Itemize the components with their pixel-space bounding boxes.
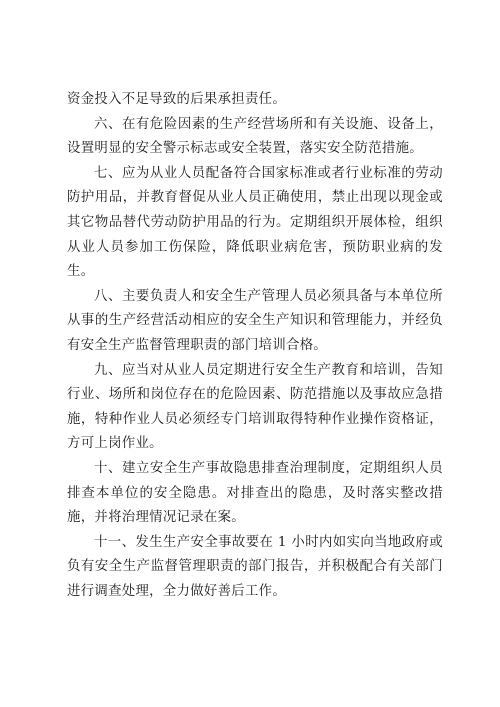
document-page [67,88,443,604]
paragraph-9: 九、应当对从业人员定期进行安全生产教育和培训，告知行业、场所和岗位存在的危险因素、防范措施以及事故应急措施，特种作业人员必须经专门培训取得特种作业操作资格证，方可上岗作业。 [67,362,443,452]
paragraph-6: 六、在有危险因素的生产经营场所和有关设施、设备上，设置明显的安全警示标志或安全装置，落实安全防范措施。 [67,116,443,157]
paragraph-7: 七、应为从业人员配备符合国家标准或者行业标准的劳动防护用品，并教育督促从业人员正确使用，禁止出现以现金或其它物品替代劳动防护用品的行为。定期组织开展体检，组织从业人员参加工伤保险，降低职业病危害，预防职业病的发生。 [67,165,443,280]
paragraph-5-continuation: 资金投入不足导致的后果承担责任。 [67,92,287,107]
paragraph-8: 八、主要负责人和安全生产管理人员必须具备与本单位所从事的生产经营活动相应的安全生产知识和管理能力，并经负有安全生产监督管理职责的部门培训合格。 [67,288,443,353]
paragraph-11: 十一、发生生产安全事故要在 1 小时内如实向当地政府或负有安全生产监督管理职责的部门报告，并积极配合有关部门进行调查处理，全力做好善后工作。 [67,534,443,599]
paragraph-10: 十、建立安全生产事故隐患排查治理制度，定期组织人员排查本单位的安全隐患。对排查出的隐患，及时落实整改措施，并将治理情况记录在案。 [67,460,443,526]
